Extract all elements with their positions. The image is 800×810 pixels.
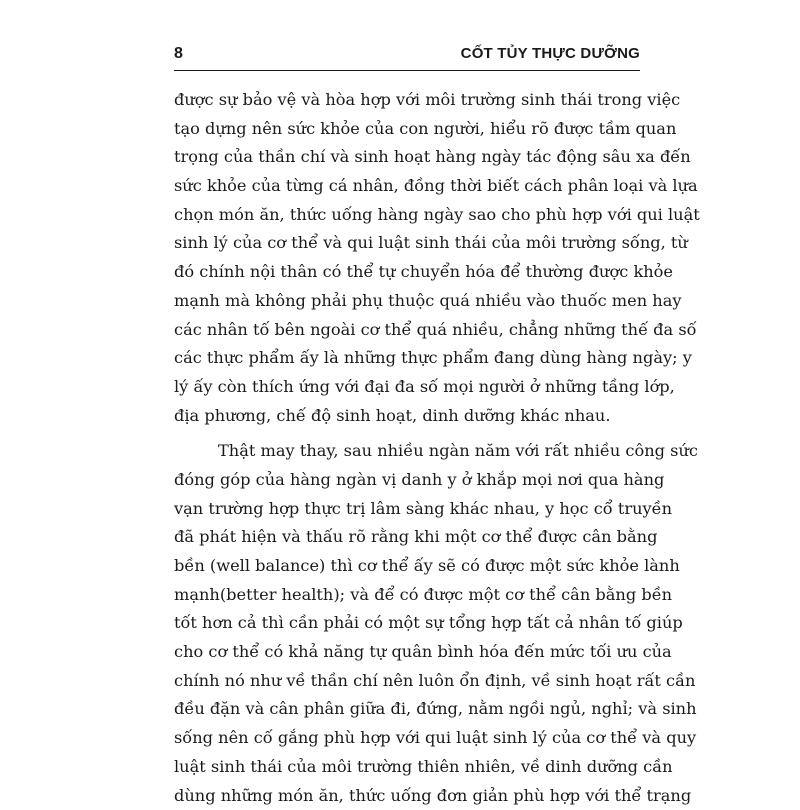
- book-title: CỐT TỦY THỰC DƯỠNG: [461, 44, 640, 64]
- text-line: tốt hơn cả thì cần phải có một sự tổng hợp tất cả nhân tố giúp: [174, 609, 650, 638]
- text-line: các nhân tố bên ngoài cơ thể quá nhiều, chẳng những thế đa số: [174, 316, 650, 345]
- paragraph-1: [174, 86, 650, 430]
- text-line: sống nên cố gắng phù hợp với qui luật sinh lý của cơ thể và quy: [174, 724, 650, 753]
- text-line: chính nó như về thần chí nên luôn ổn định, về sinh hoạt rất cần: [174, 667, 650, 696]
- text-line: lý ấy còn thích ứng với đại đa số mọi người ở những tầng lớp,: [174, 373, 650, 402]
- text-line: mạnh mà không phải phụ thuộc quá nhiều vào thuốc men hay: [174, 287, 650, 316]
- paragraph-2: [174, 437, 650, 810]
- text-line: dùng những món ăn, thức uống đơn giản phù hợp với thể trạng: [174, 782, 650, 810]
- text-line: các thực phẩm ấy là những thực phẩm đang dùng hàng ngày; y: [174, 344, 650, 373]
- text-line: vạn trường hợp thực trị lâm sàng khác nhau, y học cổ truyền: [174, 495, 650, 524]
- text-line: luật sinh thái của môi trường thiên nhiên, về dinh dưỡng cần: [174, 753, 650, 782]
- text-line: đều đặn và cân phân giữa đi, đứng, nằm ngồi ngủ, nghỉ; và sinh: [174, 695, 650, 724]
- page-number: 8: [174, 44, 183, 64]
- text-line: đã phát hiện và thấu rõ rằng khi một cơ thể được cân bằng: [174, 523, 650, 552]
- text-line: mạnh(better health); và để có được một cơ thể cân bằng bền: [174, 581, 650, 610]
- text-line: đóng góp của hàng ngàn vị danh y ở khắp mọi nơi qua hàng: [174, 466, 650, 495]
- text-line: sinh lý của cơ thể và qui luật sinh thái của môi trường sống, từ: [174, 229, 650, 258]
- paragraph-gap: [174, 430, 650, 437]
- text-line: bền (well balance) thì cơ thể ấy sẽ có được một sức khỏe lành: [174, 552, 650, 581]
- text-line: tạo dựng nên sức khỏe của con người, hiểu rõ được tầm quan: [174, 115, 650, 144]
- header-rule: [174, 70, 640, 71]
- text-line: Thật may thay, sau nhiều ngàn năm với rất nhiều công sức: [174, 437, 650, 466]
- text-line: chọn món ăn, thức uống hàng ngày sao cho phù hợp với qui luật: [174, 201, 650, 230]
- text-line: được sự bảo vệ và hòa hợp với môi trường sinh thái trong việc: [174, 86, 650, 115]
- text-line: sức khỏe của từng cá nhân, đồng thời biết cách phân loại và lựa: [174, 172, 650, 201]
- text-line: đó chính nội thân có thể tự chuyển hóa để thường được khỏe: [174, 258, 650, 287]
- body-text: [174, 86, 650, 810]
- text-line: trọng của thần chí và sinh hoạt hàng ngày tác động sâu xa đến: [174, 143, 650, 172]
- text-line: cho cơ thể có khả năng tự quân bình hóa đến mức tối ưu của: [174, 638, 650, 667]
- text-line: địa phương, chế độ sinh hoạt, dinh dưỡng khác nhau.: [174, 402, 650, 431]
- running-header: [174, 44, 640, 68]
